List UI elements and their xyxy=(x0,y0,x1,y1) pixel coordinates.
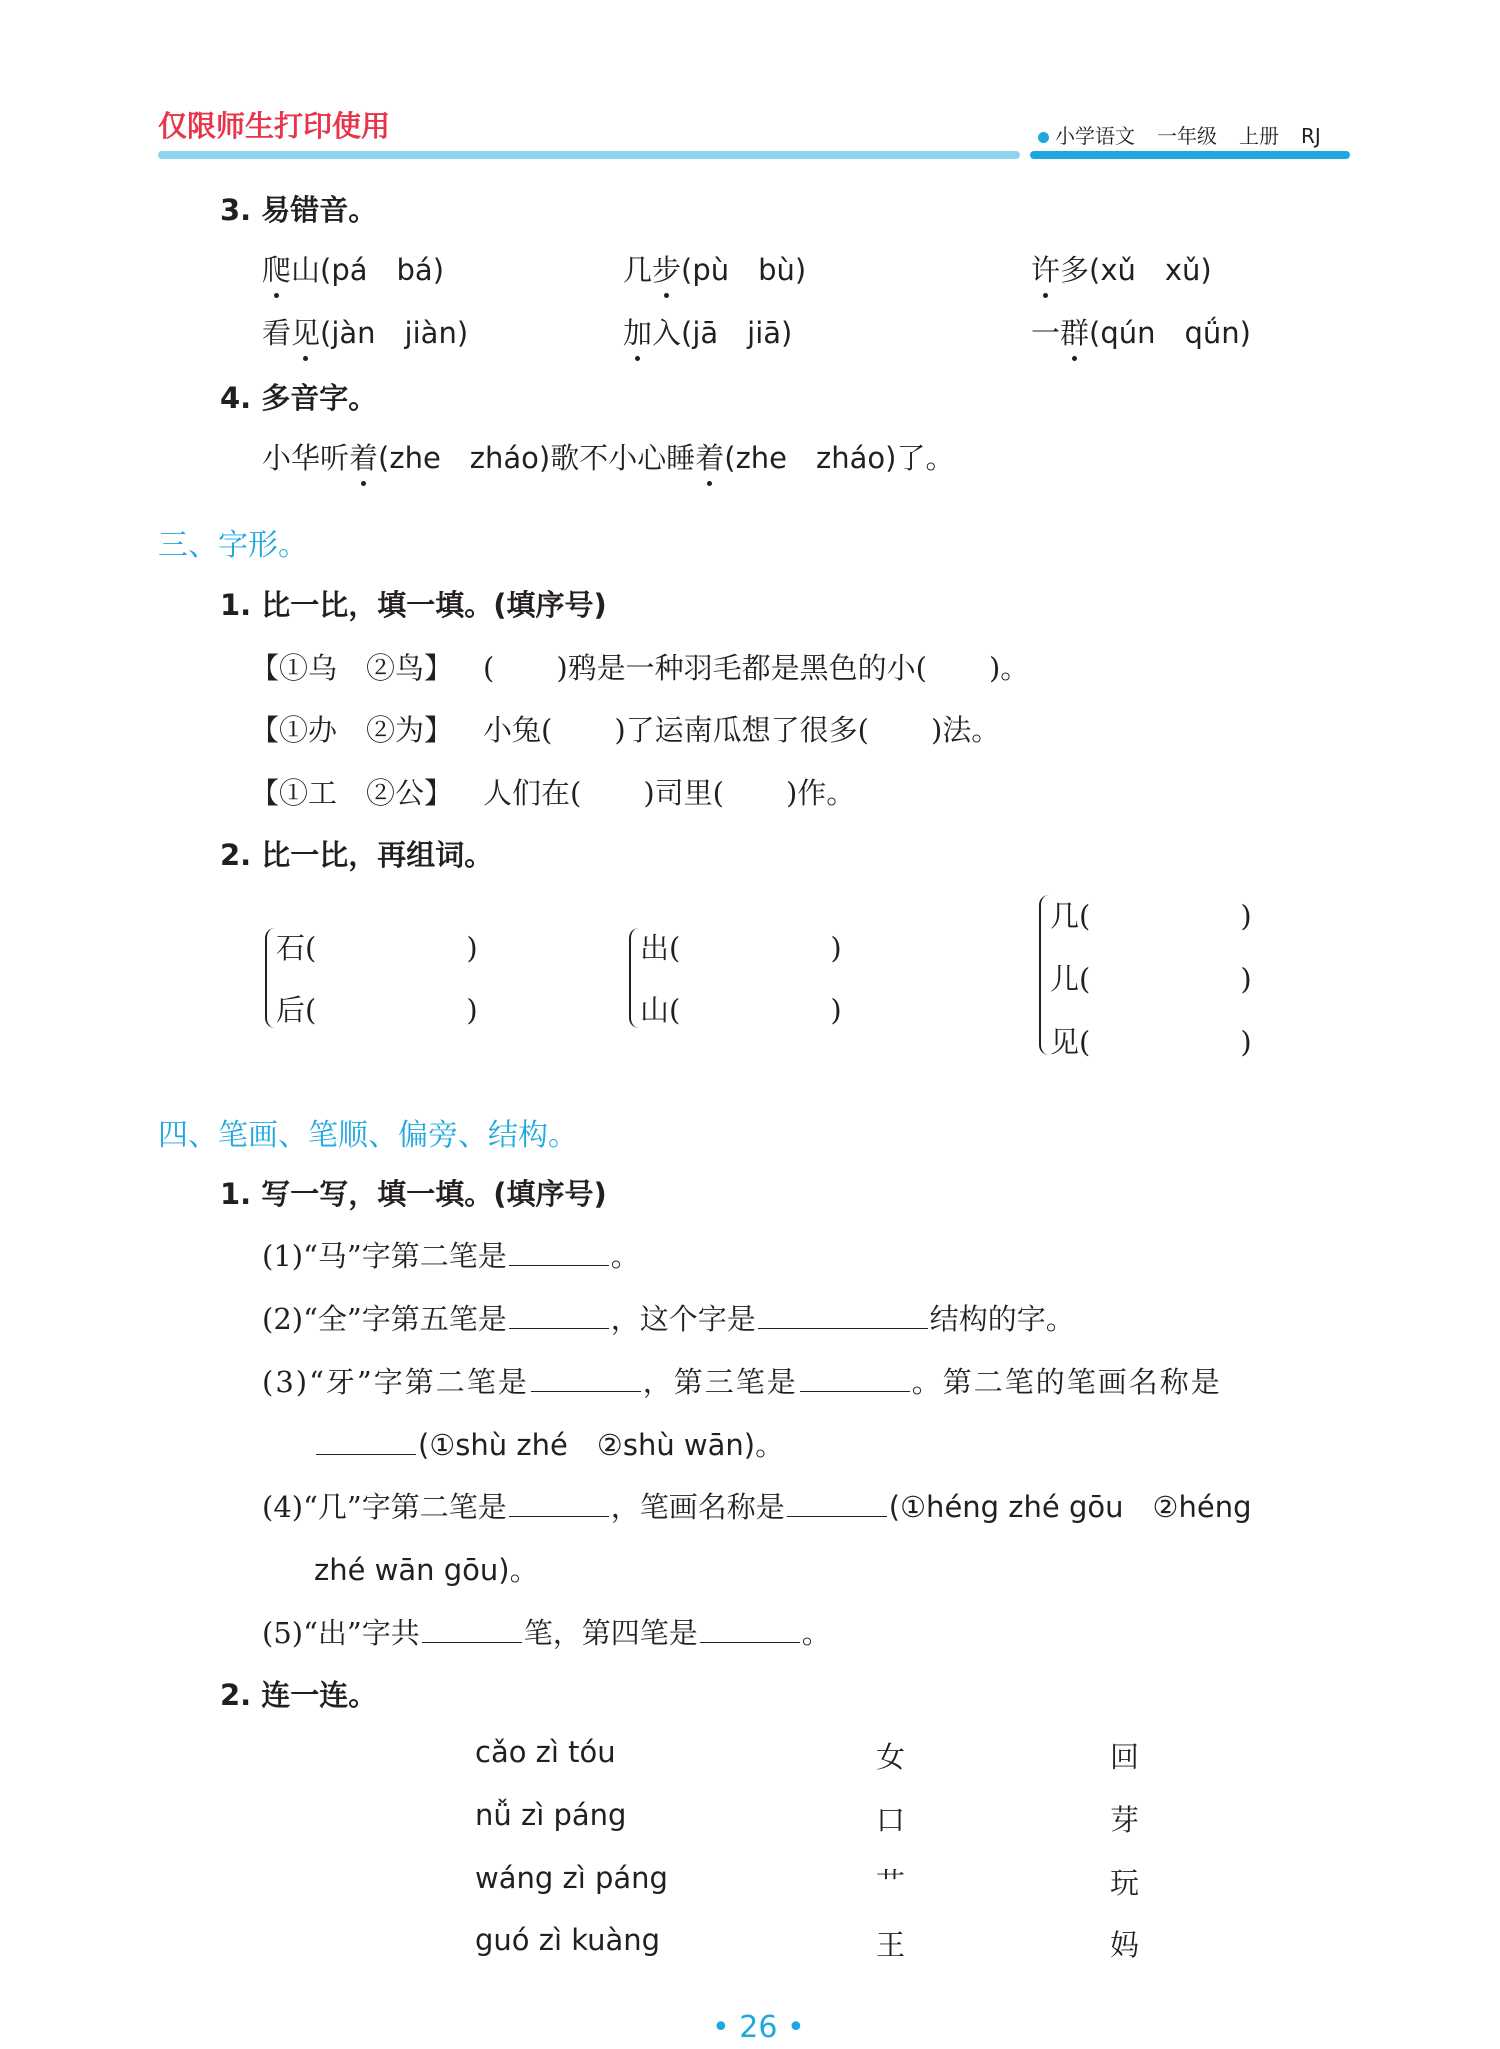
header-volume: 上册 xyxy=(1239,124,1279,148)
q4-title: 4. 多音字。 xyxy=(220,381,378,415)
bullet-dot-icon xyxy=(1038,132,1049,143)
sec4-item-4: (4)“几”字第二笔是 ，笔画名称是 (①héng zhé gōu ②héng xyxy=(262,1490,1252,1524)
q3-item-4: 看见(jàn jiàn) xyxy=(262,311,468,352)
section-4-title: 四、笔画、笔顺、偏旁、结构。 xyxy=(158,1118,578,1153)
q4-sentence: 小华听着(zhe zháo)歌不小心睡着(zhe zháo)了。 xyxy=(262,436,954,477)
match-char-1: 回 xyxy=(1110,1740,1140,1774)
q3-title: 3. 易错音。 xyxy=(220,193,378,227)
sec3-row-2: 【①办 ②为】 小兔( )了运南瓜想了很多( )法。 xyxy=(250,713,1001,747)
sec4-q1-title: 1. 写一写，填一填。(填序号) xyxy=(220,1177,607,1211)
group3-word-1: 几( ) xyxy=(1050,899,1252,933)
match-char-4: 妈 xyxy=(1110,1928,1140,1962)
answer-blank[interactable] xyxy=(509,1515,609,1517)
answer-blank[interactable] xyxy=(758,1327,928,1329)
answer-blank[interactable] xyxy=(800,1390,910,1392)
match-radical-1: 女 xyxy=(876,1740,906,1774)
answer-blank[interactable] xyxy=(509,1327,609,1329)
answer-blank[interactable] xyxy=(700,1641,800,1643)
match-char-3: 玩 xyxy=(1110,1866,1140,1900)
match-pinyin-2: nǚ zì páng xyxy=(475,1798,627,1832)
q3-item-6: 一群(qún qǘn) xyxy=(1031,311,1251,352)
q3-item-5: 加入(jā jiā) xyxy=(623,311,792,352)
group1-word-2: 后( ) xyxy=(276,993,478,1027)
header-subject: 小学语文 xyxy=(1055,124,1135,148)
sec4-item-4-cont: zhé wān gōu)。 xyxy=(314,1553,539,1587)
header-left-title: 仅限师生打印使用 xyxy=(158,109,391,143)
match-pinyin-3: wáng zì páng xyxy=(475,1861,668,1895)
q3-item-1: 爬山(pá bá) xyxy=(262,248,444,289)
sec4-item-5: (5)“出”字共 笔，第四笔是 。 xyxy=(262,1616,831,1650)
section-3-title: 三、字形。 xyxy=(158,528,308,563)
page-number: • 26 • xyxy=(712,2010,805,2045)
sec4-q2-title: 2. 连一连。 xyxy=(220,1678,378,1712)
match-pinyin-1: cǎo zì tóu xyxy=(475,1735,616,1769)
group2-word-1: 出( ) xyxy=(640,931,842,965)
match-pinyin-4: guó zì kuàng xyxy=(475,1923,661,1957)
match-char-2: 芽 xyxy=(1110,1803,1140,1837)
sec3-q2-title: 2. 比一比，再组词。 xyxy=(220,838,494,872)
sec3-row-3: 【①工 ②公】 人们在( )司里( )作。 xyxy=(250,776,856,810)
sec3-row-1: 【①乌 ②鸟】 ( )鸦是一种羽毛都是黑色的小( )。 xyxy=(250,651,1030,685)
group3-word-2: 儿( ) xyxy=(1050,962,1252,996)
sec4-item-3-cont: (①shù zhé ②shù wān)。 xyxy=(314,1423,784,1464)
header-grade: 一年级 xyxy=(1157,124,1217,148)
sec4-item-1: (1)“马”字第二笔是 。 xyxy=(262,1239,640,1273)
header-bar-light xyxy=(158,151,1020,159)
match-radical-4: 王 xyxy=(876,1928,906,1962)
q3-item-2: 几步(pù bù) xyxy=(623,248,806,289)
match-radical-2: 口 xyxy=(876,1803,906,1837)
sec4-item-2: (2)“全”字第五笔是 ，这个字是 结构的字。 xyxy=(262,1302,1075,1336)
q3-item-3: 许多(xǔ xǔ) xyxy=(1031,248,1212,289)
answer-blank[interactable] xyxy=(787,1515,887,1517)
header-edition: RJ xyxy=(1301,124,1321,148)
group3-word-3: 见( ) xyxy=(1050,1025,1252,1059)
match-radical-3: 艹 xyxy=(876,1866,906,1900)
header-bar-dark xyxy=(1030,151,1350,159)
group1-word-1: 石( ) xyxy=(276,931,478,965)
group2-word-2: 山( ) xyxy=(640,993,842,1027)
sec4-item-3: (3)“牙”字第二笔是 ，第三笔是 。第二笔的笔画名称是 xyxy=(262,1365,1222,1399)
answer-blank[interactable] xyxy=(422,1641,522,1643)
answer-blank[interactable] xyxy=(531,1390,641,1392)
answer-blank[interactable] xyxy=(316,1453,416,1455)
sec3-q1-title: 1. 比一比，填一填。(填序号) xyxy=(220,588,607,622)
header-course-info xyxy=(1038,120,1321,149)
answer-blank[interactable] xyxy=(509,1264,609,1266)
